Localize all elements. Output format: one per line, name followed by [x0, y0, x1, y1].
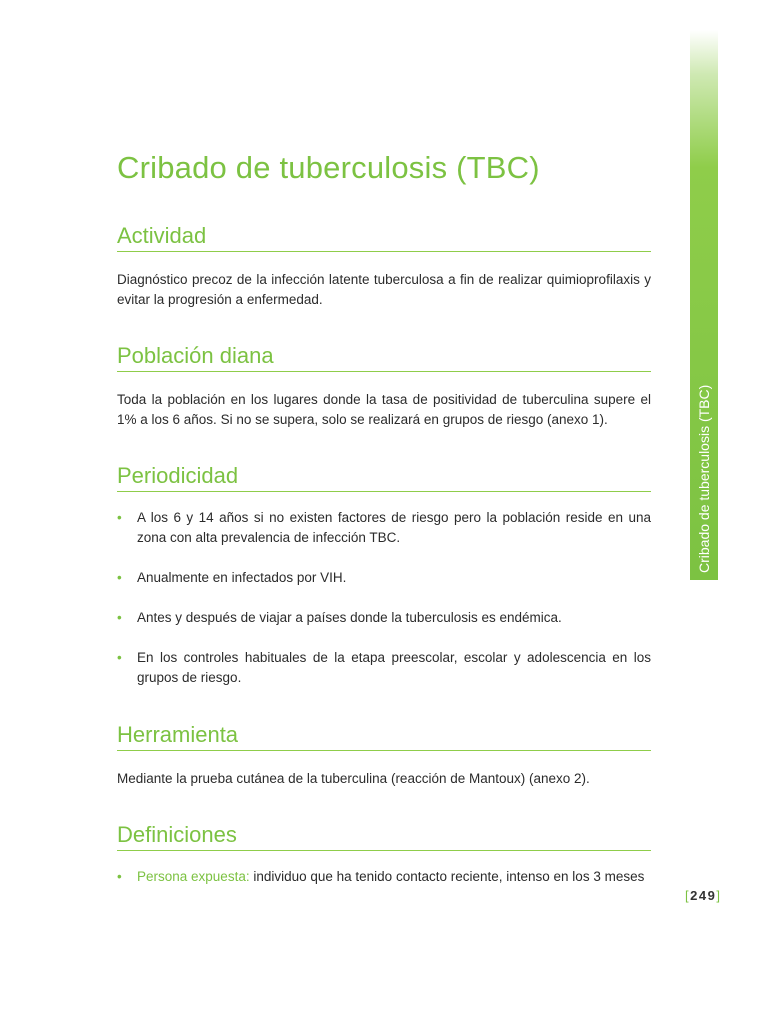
list-item: • Antes y después de viajar a países donde la tuberculosis es endémica. [117, 608, 651, 628]
section-definiciones [117, 821, 651, 907]
list-item: • Anualmente en infectados por VIH. [117, 568, 651, 588]
definition-text: individuo que ha tenido contacto reciente, intenso en los 3 meses [249, 869, 645, 884]
bullet-icon: • [117, 650, 122, 665]
section-heading-definiciones: Definiciones [117, 821, 651, 851]
definition-term: Persona expuesta: [137, 869, 250, 884]
section-text-actividad: Diagnóstico precoz de la infección latente tuberculosa a fin de realizar quimioprofilaxis y evitar la progresión a enfermedad. [117, 272, 651, 307]
section-text-poblacion: Toda la población en los lugares donde la tasa de positividad de tuberculina supere el 1% a los 6 años. Si no se supera, solo se realizará en grupos de riesgo (anexo 1). [117, 392, 651, 427]
section-periodicidad [117, 462, 651, 708]
page-number: [249] [685, 888, 722, 903]
periodicidad-list [117, 508, 651, 688]
list-item: • A los 6 y 14 años si no existen factores de riesgo pero la población reside en una zona con alta prevalencia de infección TBC. [117, 510, 651, 545]
definiciones-list [117, 867, 651, 887]
section-poblacion-diana [117, 342, 651, 430]
section-heading-poblacion: Población diana [117, 342, 651, 372]
bullet-icon: • [117, 510, 122, 525]
page-title: Cribado de tuberculosis (TBC) [117, 150, 540, 185]
section-heading-actividad: Actividad [117, 222, 651, 252]
list-item: • En los controles habituales de la etapa preescolar, escolar y adolescencia en los grupos de riesgo. [117, 650, 651, 685]
section-herramienta [117, 721, 651, 789]
bullet-icon: • [117, 869, 122, 884]
section-actividad [117, 222, 651, 310]
bullet-icon: • [117, 570, 122, 585]
section-heading-herramienta: Herramienta [117, 721, 651, 751]
section-text-herramienta: Mediante la prueba cutánea de la tuberculina (reacción de Mantoux) (anexo 2). [117, 771, 590, 786]
section-heading-periodicidad: Periodicidad [117, 462, 651, 492]
side-tab-label: Cribado de tuberculosis (TBC) [696, 384, 712, 573]
bullet-icon: • [117, 610, 122, 625]
list-item [117, 867, 651, 887]
